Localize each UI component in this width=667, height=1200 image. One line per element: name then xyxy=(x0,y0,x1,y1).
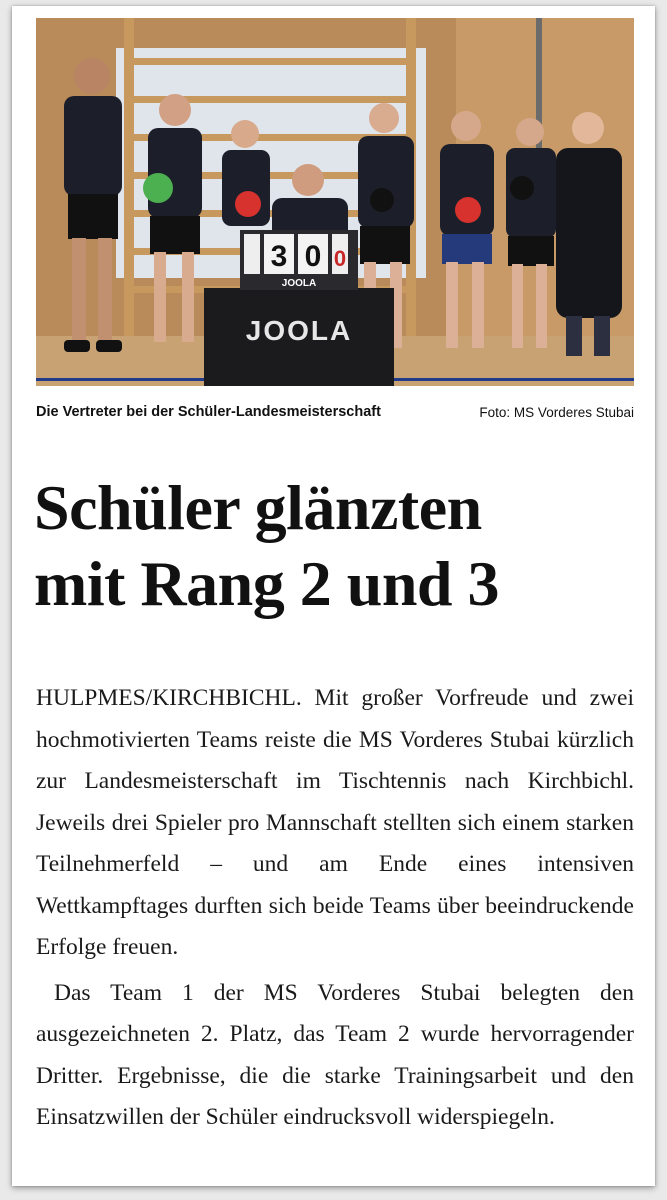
table-box xyxy=(204,288,394,386)
score-digit-mid: 0 xyxy=(304,240,322,273)
score-digit-right: 0 xyxy=(333,246,347,271)
headline-line-2: mit Rang 2 und 3 xyxy=(34,548,499,619)
paragraph-2: Das Team 1 der MS Vorderes Stubai belegten den ausgezeichneten 2. Platz, das Team 2 wurde hervorragender Dritter. Ergebnisse, die die starke Trainingsarbeit und den Einsatzwillen der Schüler eindrucksvoll widerspiegeln. xyxy=(36,979,634,1130)
caption-row xyxy=(36,404,634,426)
paddle-green xyxy=(143,173,173,203)
article-body xyxy=(36,678,634,1139)
paragraph-1: HULPMES/KIRCHBICHL. Mit großer Vorfreude und zwei hochmotivierten Teams reiste die MS Vorderes Stubai kürzlich zur Landesmeisterschaft im Tischtennis nach Kirchbichl. Jeweils drei Spieler pro Mannschaft stellten sich einem starken Teilnehmerfeld – und am Ende eines intensiven Wettkampftages durften sich beide Teams über beeindruckende Erfolge freuen. xyxy=(36,685,634,960)
headline xyxy=(34,470,644,622)
paddle-black xyxy=(370,188,394,212)
newspaper-clipping xyxy=(12,6,655,1186)
paddle-red-2 xyxy=(455,197,481,223)
headline-line-1: Schüler glänzten xyxy=(34,472,482,543)
photo-credit: Foto: MS Vorderes Stubai xyxy=(479,405,634,420)
scoreboard-brand: JOOLA xyxy=(281,278,317,289)
table-brand-text: JOOLA xyxy=(245,315,353,346)
team-photo xyxy=(36,18,634,386)
team-photo-illustration xyxy=(36,18,634,386)
scoreboard xyxy=(240,230,358,290)
paddle-red xyxy=(235,191,261,217)
photo-caption: Die Vertreter bei der Schüler-Landesmeisterschaft xyxy=(36,404,381,420)
score-digit-left: 3 xyxy=(270,240,288,273)
